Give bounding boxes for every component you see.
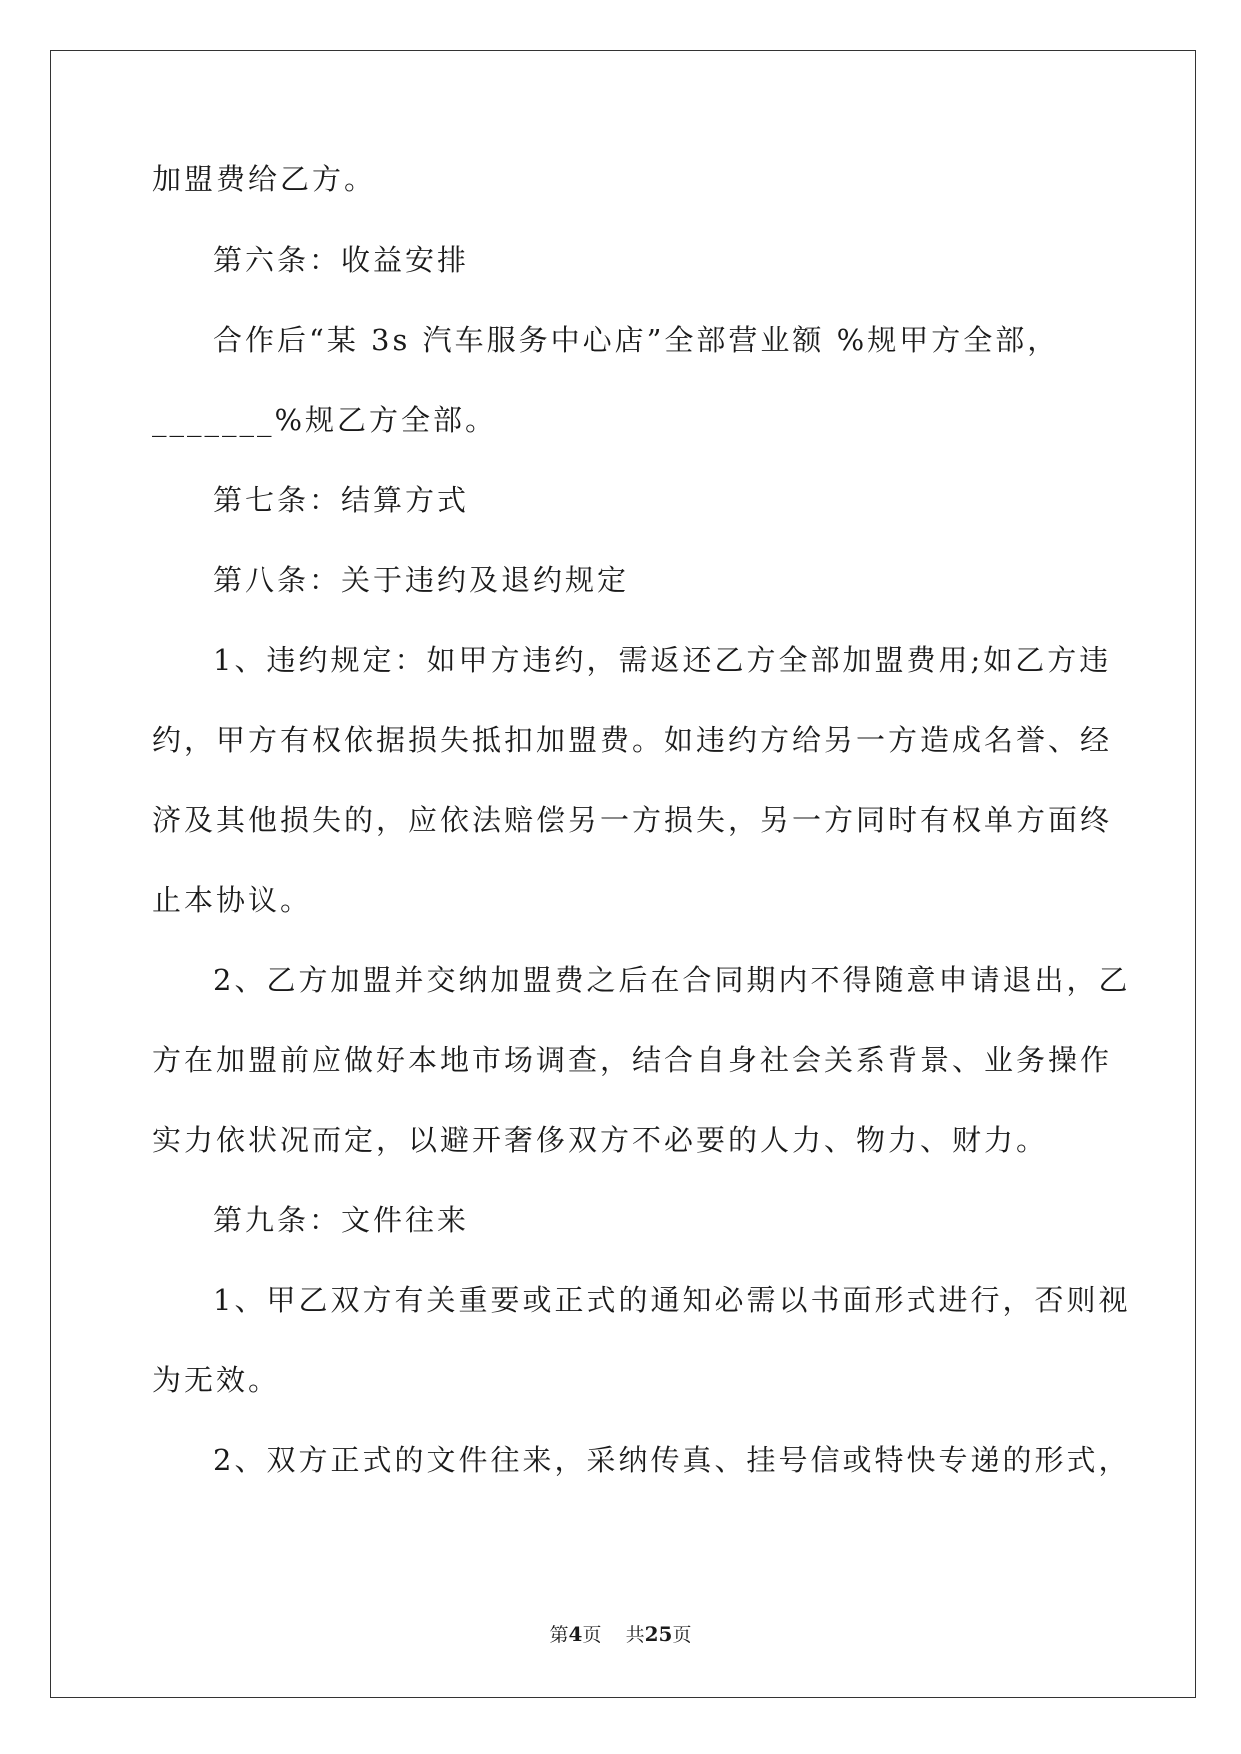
section-heading: 第九条：文件往来	[213, 1203, 470, 1237]
footer-total-prefix: 共	[625, 1624, 645, 1646]
text-line: 为无效。	[152, 1363, 281, 1397]
total-page-count: 25	[644, 1622, 673, 1646]
text-line: 约，甲方有权依据损失抵扣加盟费。如违约方给另一方造成名誉、经	[152, 723, 1113, 757]
text-line: 实力依状况而定，以避开奢侈双方不必要的人力、物力、财力。	[152, 1123, 1049, 1157]
text-line: 2、乙方加盟并交纳加盟费之后在合同期内不得随意申请退出，乙	[213, 963, 1131, 997]
footer-page-suffix: 页	[582, 1624, 602, 1646]
text-line: 2、双方正式的文件往来，采纳传真、挂号信或特快专递的形式，	[213, 1443, 1131, 1477]
footer-total-suffix: 页	[672, 1624, 692, 1646]
text-line: 止本协议。	[152, 883, 313, 917]
text-line: 加盟费给乙方。	[152, 162, 377, 196]
text-line: 合作后“某 3s 汽车服务中心店”全部营业额 %规甲方全部，	[213, 323, 1060, 357]
section-heading: 第八条：关于违约及退约规定	[213, 563, 630, 597]
current-page-number: 4	[568, 1622, 583, 1646]
section-heading: 第七条：结算方式	[213, 483, 470, 517]
text-line: 济及其他损失的，应依法赔偿另一方损失，另一方同时有权单方面终	[152, 803, 1113, 837]
footer-prefix: 第	[549, 1624, 569, 1646]
text-line: 1、违约规定：如甲方违约，需返还乙方全部加盟费用;如乙方违	[213, 643, 1112, 677]
section-heading: 第六条：收益安排	[213, 243, 470, 277]
text-line: 方在加盟前应做好本地市场调查，结合自身社会关系背景、业务操作	[152, 1043, 1113, 1077]
text-line: _______%规乙方全部。	[152, 403, 498, 437]
text-line: 1、甲乙双方有关重要或正式的通知必需以书面形式进行，否则视	[213, 1283, 1131, 1317]
page-footer	[0, 1620, 1241, 1647]
